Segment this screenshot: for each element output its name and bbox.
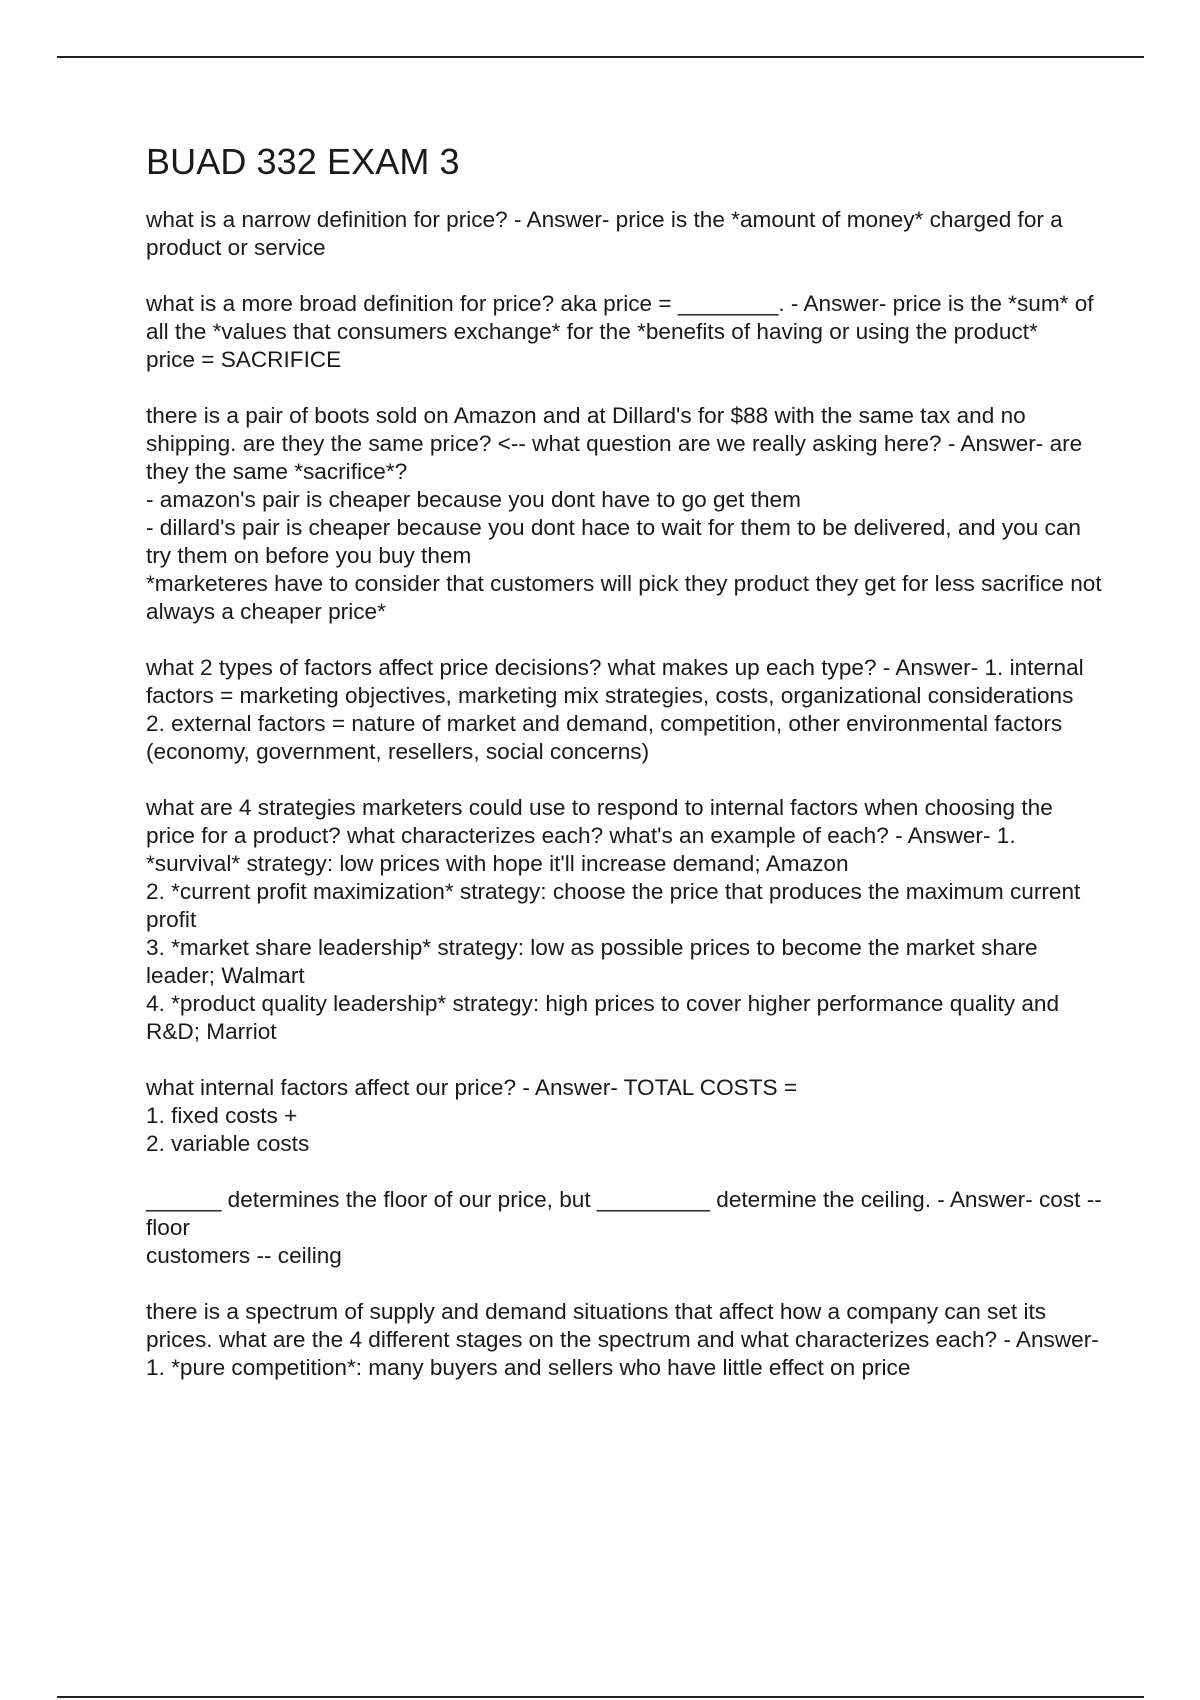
bottom-divider — [57, 1696, 1144, 1698]
top-divider — [57, 56, 1144, 58]
qa-entry: what are 4 strategies marketers could use to respond to internal factors when choosing the price for a product? what characterizes each? what's an example of each? - Answer- 1. *survival* strategy: low prices with hope it'll increase demand; Amazon 2. *current profit maximization* strategy: choose the price that produces the maximum current profit 3. *market share leadership* strategy: low as possible prices to become the market share leader; Walmart 4. *product quality leadership* strategy: high prices to cover higher performance quality and R&D; Marriot — [146, 795, 1081, 1044]
qa-entry: what is a more broad definition for price? aka price = ________. - Answer- price is the *sum* of all the *values that consumers exchange* for the *benefits of having or using the product* price = SACRIFICE — [146, 291, 1094, 372]
qa-entry: there is a pair of boots sold on Amazon and at Dillard's for $88 with the same tax and no shipping. are they the same price? <-- what question are we really asking here? - Answer- are they the same *sacrifice*? - amazon's pair is cheaper because you dont have to go get them - dillard's pair is cheaper because you dont hace to wait for them to be delivered, and you can try them on before you buy them *marketeres have to consider that customers will pick they product they get for less sacrifice not always a cheaper price* — [146, 403, 1102, 624]
document-title: BUAD 332 EXAM 3 — [146, 141, 460, 182]
qa-entry: what is a narrow definition for price? - Answer- price is the *amount of money* charged for a product or service — [146, 207, 1070, 260]
qa-entry: what internal factors affect our price? - Answer- TOTAL COSTS = 1. fixed costs + 2. variable costs — [146, 1075, 798, 1156]
qa-entry: there is a spectrum of supply and demand situations that affect how a company can set its prices. what are the 4 different stages on the spectrum and what characterizes each? - Answer- 1. *pure competition*: many buyers and sellers who have little effect on price — [146, 1299, 1106, 1380]
document-body — [146, 140, 1106, 1410]
qa-entry: ______ determines the floor of our price, but _________ determine the ceiling. - Answer- cost -- floor customers -- ceiling — [146, 1187, 1102, 1268]
qa-entry: what 2 types of factors affect price decisions? what makes up each type? - Answer- 1. internal factors = marketing objectives, marketing mix strategies, costs, organizational considerations 2. external factors = nature of market and demand, competition, other environmental factors (economy, government, resellers, social concerns) — [146, 655, 1084, 764]
